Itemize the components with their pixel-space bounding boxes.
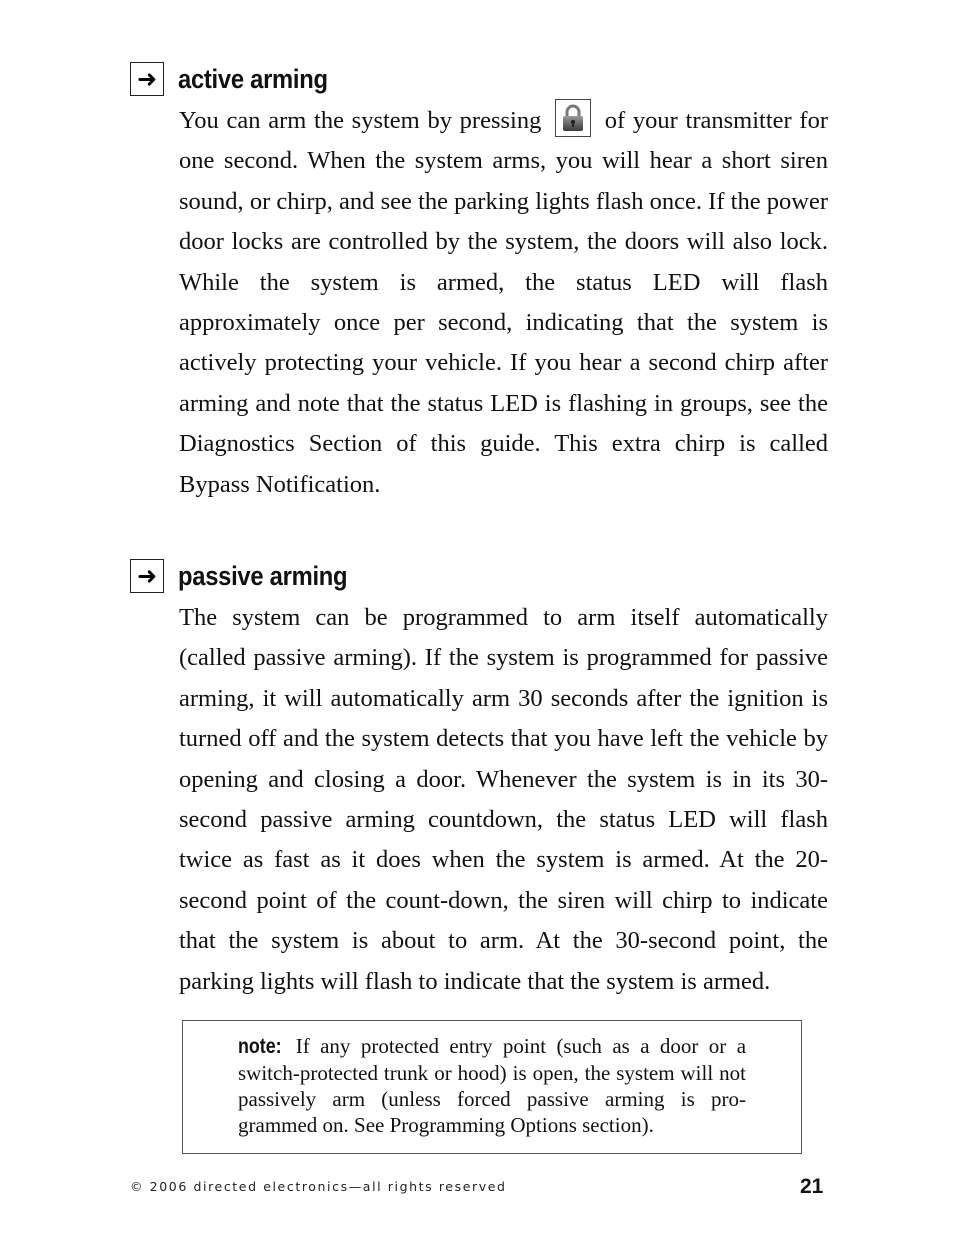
page-number: 21 xyxy=(800,1175,824,1198)
note-label: note: xyxy=(238,1035,282,1058)
body-text-after-icon: of your transmitter for one second. When the system arms, you will hear a short siren sound, or chirp, and see the parking lights flash once. If the power door locks are controlled by the system, the doors will also lock. While the system is armed, the status LED will flash approximately once per second, indicating that the system is actively protecting your vehicle. If you hear a second chirp after arming and note that the status LED is flashing in groups, see the Diagnostics Section of this guide. This extra chirp is called Bypass Notification. xyxy=(179,107,828,498)
note-text xyxy=(238,1033,746,1138)
arrow-icon: ➜ xyxy=(130,62,164,96)
heading-row-passive-arming xyxy=(130,557,830,597)
body-text-before-icon: You can arm the system by pressing xyxy=(179,107,550,134)
section-heading: active arming xyxy=(178,64,328,94)
section-heading: passive arming xyxy=(178,561,348,591)
section-passive-arming xyxy=(130,557,830,1002)
footer-copyright: © 2006 directed electronics—all rights reserved xyxy=(130,1179,507,1194)
lock-icon xyxy=(555,99,591,137)
section-body: The system can be programmed to arm itself automatically (called passive arming). If the system is programmed for passive arming, it will automatically arm 30 seconds after the ignition is turned off and the system detects that you have left the vehicle by opening and closing a door. Whenever the system is in its 30-second passive arming countdown, the status LED will flash twice as fast as it does when the system is armed. At the 20-second point of the count-down, the siren will chirp to indicate that the system is about to arm. At the 30-second point, the parking lights will flash to indicate that the system is armed. xyxy=(179,604,828,995)
note-body: If any protected entry point (such as a door or a switch-protected trunk or hood) is open, the system will not passively arm (unless forced passive arming is pro-grammed on. See Programming Options section). xyxy=(238,1034,747,1137)
section-body xyxy=(179,101,828,505)
arrow-icon: ➜ xyxy=(130,559,164,593)
note-box xyxy=(182,1020,802,1154)
section-active-arming xyxy=(130,60,830,505)
heading-row-active-arming xyxy=(130,60,830,100)
